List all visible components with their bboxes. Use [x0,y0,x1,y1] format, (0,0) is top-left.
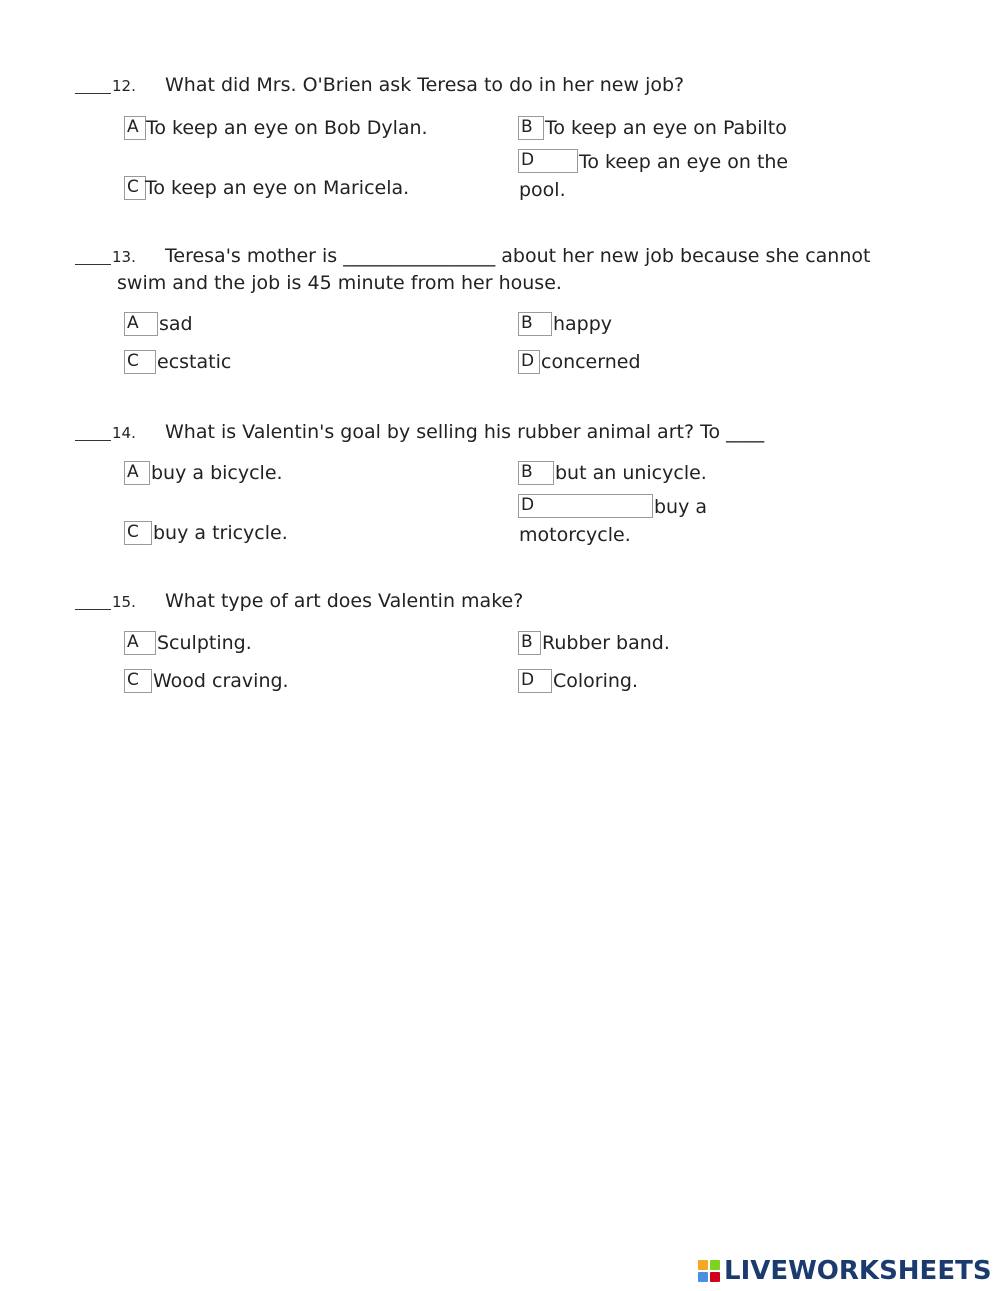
answer-blank-14[interactable] [75,440,111,441]
option-13-d: concerned [541,351,641,373]
answer-box-12-c[interactable]: C [124,176,146,200]
question-number-12: 12. [112,77,136,95]
answer-box-14-c[interactable]: C [124,521,152,545]
option-13-b: happy [553,313,613,335]
option-12-a: To keep an eye on Bob Dylan. [146,117,428,139]
option-14-b: but an unicycle. [555,462,707,484]
option-14-d-line1: buy a [654,496,708,518]
answer-blank-12[interactable] [75,93,111,94]
question-number-13: 13. [112,248,136,266]
option-12-b: To keep an eye on Pabilto [545,117,787,139]
option-12-c: To keep an eye on Maricela. [145,177,410,199]
option-14-c: buy a tricycle. [153,522,288,544]
option-12-d-line1: To keep an eye on the [579,151,789,173]
answer-box-13-c[interactable]: C [124,350,156,374]
question-text-13-line2: swim and the job is 45 minute from her house. [117,272,562,294]
answer-box-14-b[interactable]: B [518,461,554,485]
question-text-15: What type of art does Valentin make? [165,590,524,612]
answer-box-15-d[interactable]: D [518,669,552,693]
liveworksheets-logo-text: LIVEWORKSHEETS [724,1256,992,1286]
answer-box-14-d[interactable]: D [518,494,653,518]
answer-blank-15[interactable] [75,609,111,610]
liveworksheets-logo-icon [698,1260,720,1282]
answer-box-15-b[interactable]: B [518,631,541,655]
option-14-d-line2: motorcycle. [519,524,631,546]
option-12-d-line2: pool. [519,179,566,201]
question-text-14: What is Valentin's goal by selling his rubber animal art? To ____ [165,421,765,443]
question-text-13-line1: Teresa's mother is ________________ about her new job because she cannot [165,245,871,267]
answer-box-15-a[interactable]: A [124,631,156,655]
option-15-a: Sculpting. [157,632,252,654]
answer-blank-13[interactable] [75,264,111,265]
question-number-14: 14. [112,424,136,442]
question-text-12: What did Mrs. O'Brien ask Teresa to do in her new job? [165,74,685,96]
answer-box-12-b[interactable]: B [518,116,544,140]
option-13-a: sad [159,313,193,335]
option-13-c: ecstatic [157,351,232,373]
option-15-d: Coloring. [553,670,639,692]
question-number-15: 15. [112,593,136,611]
option-15-c: Wood craving. [153,670,289,692]
answer-box-12-a[interactable]: A [124,116,146,140]
option-14-a: buy a bicycle. [151,462,283,484]
answer-box-13-b[interactable]: B [518,312,552,336]
option-15-b: Rubber band. [542,632,670,654]
answer-box-15-c[interactable]: C [124,669,152,693]
answer-box-13-a[interactable]: A [124,312,158,336]
answer-box-14-a[interactable]: A [124,461,150,485]
answer-box-13-d[interactable]: D [518,350,540,374]
answer-box-12-d[interactable]: D [518,149,578,173]
